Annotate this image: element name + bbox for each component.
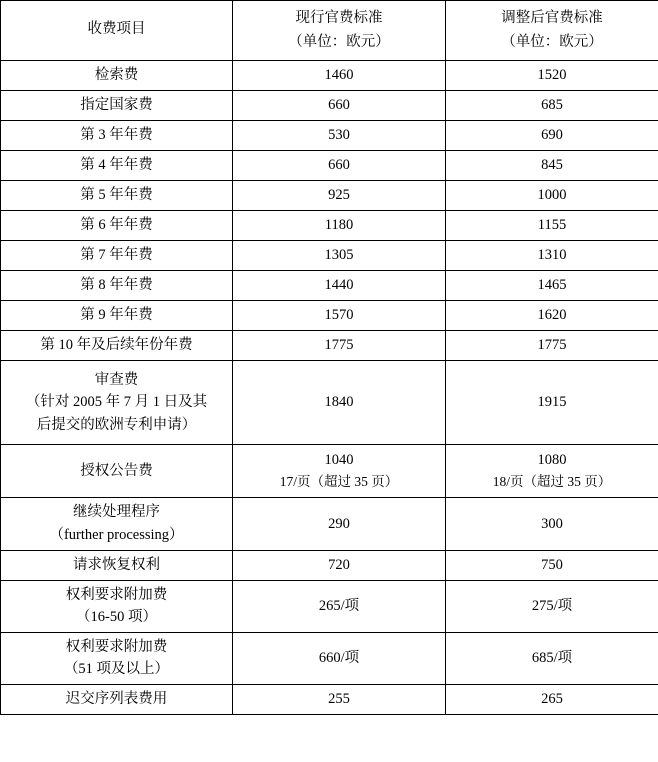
fee-item-label-line: （51 项及以上） (63, 661, 170, 678)
current-fee-main: 255 (328, 691, 350, 708)
current-fee-value (233, 60, 446, 90)
header-cell-current-fee (233, 1, 446, 61)
current-fee-main: 1840 (324, 394, 354, 411)
adjusted-fee-main: 300 (541, 515, 563, 532)
adjusted-fee-value (446, 240, 658, 270)
fee-item-label-line: 第 5 年年费 (80, 187, 153, 204)
adjusted-fee-value (446, 632, 658, 684)
fee-item-label (1, 150, 233, 180)
header-adjusted-line1: 调整后官费标准 (501, 10, 603, 26)
fee-item-label-line: 第 8 年年费 (80, 277, 153, 294)
adjusted-fee-main: 1620 (537, 307, 567, 324)
adjusted-fee-main: 265 (541, 691, 563, 708)
fee-item-label-line: （16-50 项） (76, 609, 157, 626)
fee-item-label (1, 90, 233, 120)
current-fee-main: 925 (328, 187, 350, 204)
adjusted-fee-main: 845 (541, 157, 563, 174)
fee-item-label (1, 550, 233, 580)
current-fee-value (233, 120, 446, 150)
adjusted-fee-main: 1080 (537, 452, 567, 469)
table-row (1, 180, 658, 210)
header-current-line1: 现行官费标准 (295, 10, 383, 26)
adjusted-fee-main: 1155 (537, 217, 567, 234)
adjusted-fee-value (446, 270, 658, 300)
adjusted-fee-value (446, 90, 658, 120)
adjusted-fee-main: 1465 (537, 277, 567, 294)
current-fee-main: 290 (328, 515, 350, 532)
fee-item-label (1, 240, 233, 270)
current-fee-value (233, 632, 446, 684)
fee-item-label-line: 请求恢复权利 (73, 557, 160, 574)
table-row (1, 497, 658, 550)
header-item-line1: 收费项目 (87, 21, 146, 38)
current-fee-value (233, 240, 446, 270)
fee-item-label-line: 指定国家费 (80, 97, 153, 114)
current-fee-main: 1460 (324, 67, 354, 84)
fee-item-label-line: （further processing） (49, 526, 184, 543)
fee-item-label (1, 684, 233, 714)
table-row (1, 210, 658, 240)
adjusted-fee-main: 1310 (537, 247, 567, 264)
adjusted-fee-main: 1520 (537, 67, 567, 84)
fee-item-label (1, 60, 233, 90)
current-fee-value (233, 360, 446, 444)
table-row (1, 550, 658, 580)
current-fee-value (233, 497, 446, 550)
fee-item-label (1, 330, 233, 360)
adjusted-fee-value (446, 550, 658, 580)
fee-item-label (1, 497, 233, 550)
current-fee-main: 660 (328, 97, 350, 114)
current-fee-main: 1775 (324, 337, 354, 354)
current-fee-main: 660 (328, 157, 350, 174)
fee-item-label-line: 权利要求附加费 (65, 586, 168, 603)
fee-item-label (1, 120, 233, 150)
current-fee-value (233, 444, 446, 497)
adjusted-fee-main: 1915 (537, 394, 567, 411)
adjusted-fee-main: 1000 (537, 187, 567, 204)
adjusted-fee-value (446, 300, 658, 330)
table-row (1, 632, 658, 684)
current-fee-value (233, 300, 446, 330)
adjusted-fee-value (446, 180, 658, 210)
fee-item-label (1, 360, 233, 444)
fee-item-label (1, 444, 233, 497)
current-fee-main: 1180 (324, 217, 354, 234)
table-row (1, 444, 658, 497)
fee-item-label-line: 检索费 (94, 67, 139, 84)
header-current-line2: （单位：欧元） (288, 34, 390, 51)
fee-item-label (1, 632, 233, 684)
adjusted-fee-value (446, 684, 658, 714)
adjusted-fee-main: 690 (541, 127, 563, 144)
current-fee-value (233, 90, 446, 120)
table-row (1, 300, 658, 330)
adjusted-fee-value (446, 210, 658, 240)
fee-item-label-line: 审查费 (94, 371, 139, 388)
header-cell-adjusted-fee (446, 1, 658, 61)
current-fee-main: 1040 (324, 452, 354, 469)
current-fee-value (233, 210, 446, 240)
current-fee-value (233, 270, 446, 300)
current-fee-main: 1305 (324, 247, 354, 264)
current-fee-value (233, 550, 446, 580)
adjusted-fee-main: 275/项 (531, 598, 573, 615)
adjusted-fee-value (446, 60, 658, 90)
current-fee-main: 530 (328, 127, 350, 144)
table-row (1, 90, 658, 120)
current-fee-main: 720 (328, 557, 350, 574)
adjusted-fee-value (446, 120, 658, 150)
fee-item-label (1, 180, 233, 210)
table-row (1, 684, 658, 714)
table-row (1, 150, 658, 180)
current-fee-value (233, 684, 446, 714)
table-row (1, 120, 658, 150)
table-row (1, 240, 658, 270)
header-adjusted-line2: （单位：欧元） (501, 34, 603, 51)
fee-item-label-line: 第 3 年年费 (80, 127, 153, 144)
current-fee-value (233, 150, 446, 180)
current-fee-main: 265/项 (318, 598, 360, 615)
adjusted-fee-note: 18/页（超过 35 页） (492, 473, 612, 489)
adjusted-fee-value (446, 150, 658, 180)
adjusted-fee-main: 685/项 (531, 650, 573, 667)
current-fee-main: 1440 (324, 277, 354, 294)
table-row (1, 580, 658, 632)
fee-item-label-line: 后提交的欧洲专利申请） (36, 416, 197, 433)
table-header-row (1, 1, 658, 61)
current-fee-value (233, 330, 446, 360)
adjusted-fee-value (446, 330, 658, 360)
fee-item-label (1, 270, 233, 300)
adjusted-fee-value (446, 360, 658, 444)
fee-item-label-line: 继续处理程序 (73, 504, 160, 521)
table-body (1, 60, 658, 714)
current-fee-main: 660/项 (318, 650, 360, 667)
current-fee-value (233, 180, 446, 210)
fee-item-label-line: 迟交序列表费用 (65, 691, 168, 708)
fee-item-label-line: 第 10 年及后续年份年费 (40, 337, 193, 354)
adjusted-fee-main: 1775 (537, 337, 567, 354)
adjusted-fee-value (446, 580, 658, 632)
fee-item-label-line: 第 9 年年费 (80, 307, 153, 324)
table-row (1, 330, 658, 360)
fee-item-label-line: 第 7 年年费 (80, 247, 153, 264)
adjusted-fee-value (446, 497, 658, 550)
table-row (1, 60, 658, 90)
fee-item-label-line: 授权公告费 (80, 462, 153, 479)
fee-item-label (1, 580, 233, 632)
fee-item-label-line: 第 4 年年费 (80, 157, 153, 174)
fee-item-label-line: 第 6 年年费 (80, 217, 153, 234)
table-row (1, 360, 658, 444)
fee-item-label (1, 300, 233, 330)
fee-item-label-line: （针对 2005 年 7 月 1 日及其 (25, 394, 208, 411)
current-fee-value (233, 580, 446, 632)
adjusted-fee-main: 685 (541, 97, 563, 114)
current-fee-note: 17/页（超过 35 页） (279, 473, 399, 489)
current-fee-main: 1570 (324, 307, 354, 324)
fee-item-label-line: 权利要求附加费 (65, 638, 168, 655)
adjusted-fee-main: 750 (541, 557, 563, 574)
header-cell-item (1, 1, 233, 61)
table-row (1, 270, 658, 300)
fee-item-label (1, 210, 233, 240)
adjusted-fee-value (446, 444, 658, 497)
